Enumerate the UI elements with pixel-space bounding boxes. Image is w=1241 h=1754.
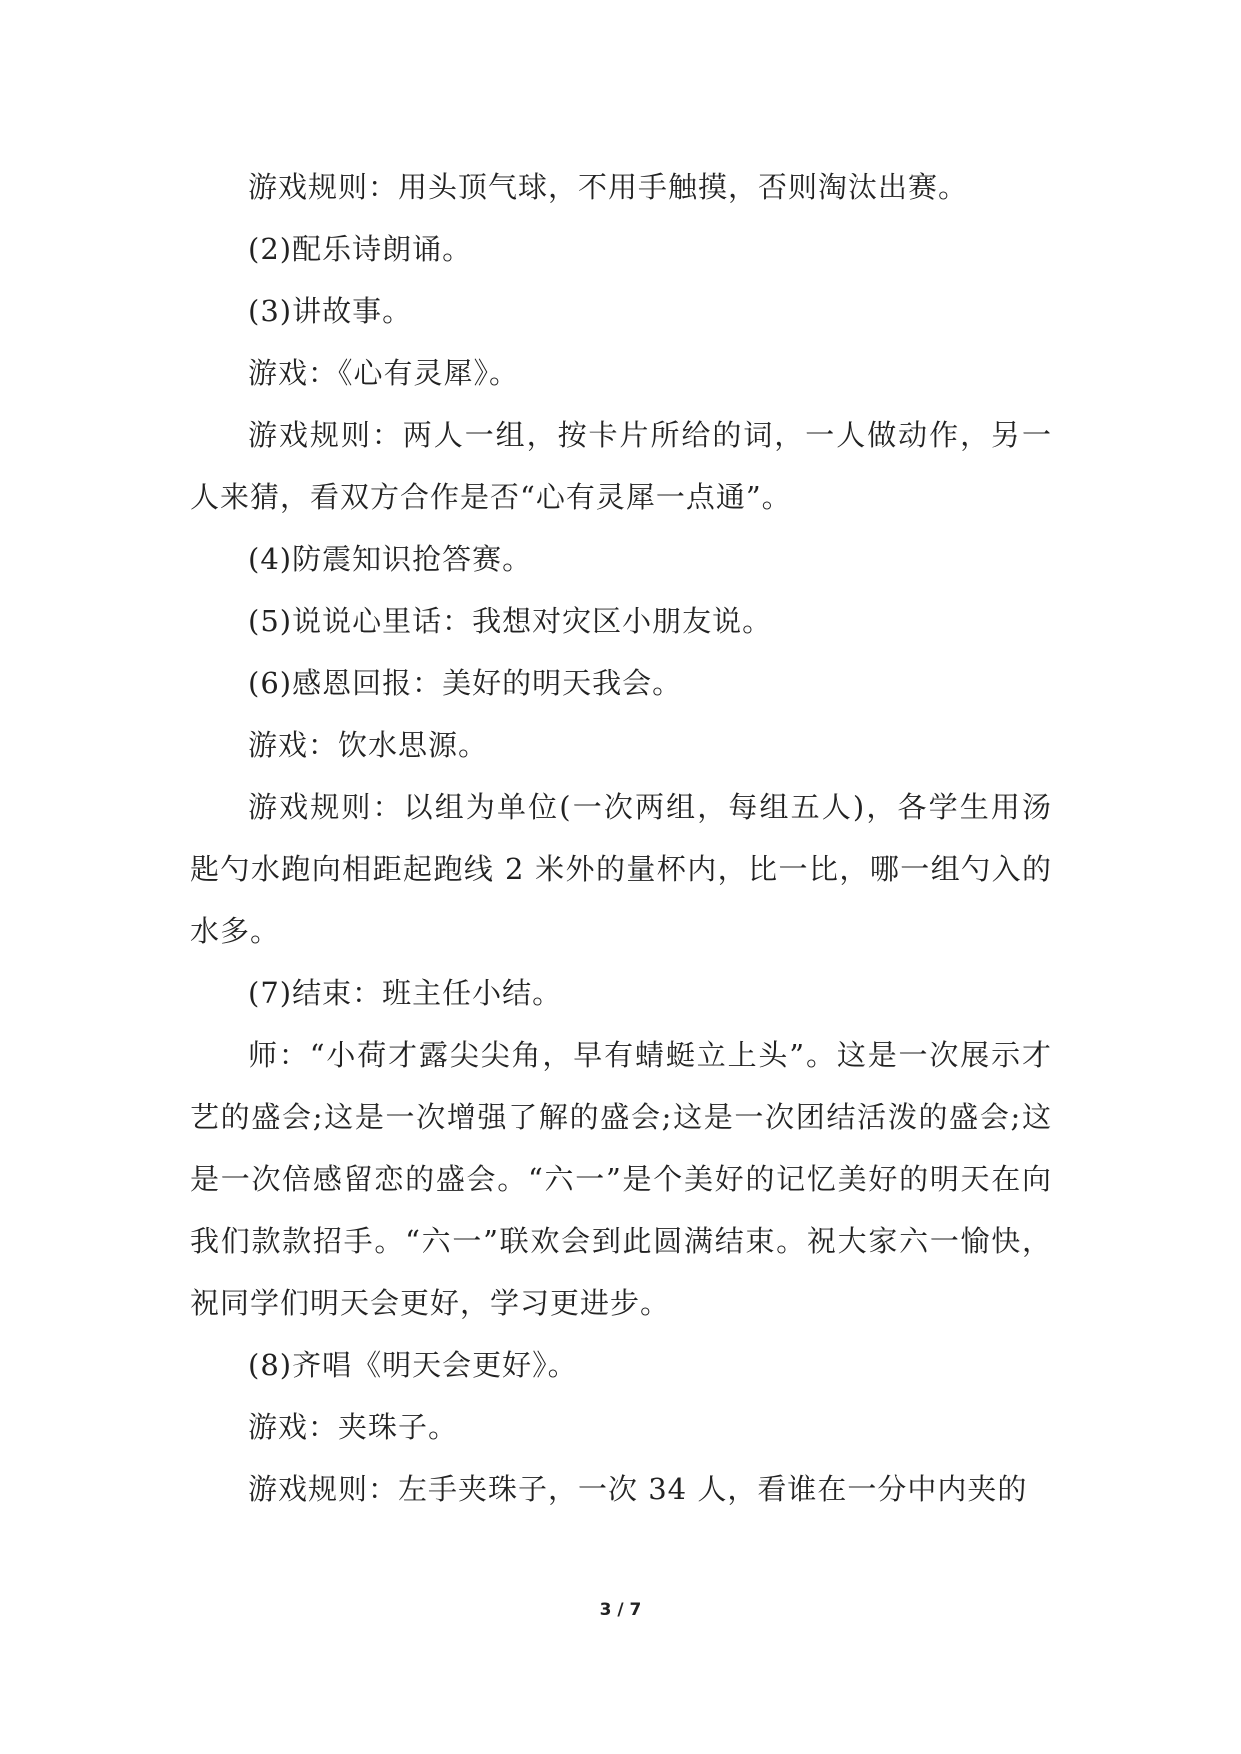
paragraph: (6)感恩回报：美好的明天我会。 [248, 666, 683, 700]
document-body [190, 156, 1052, 1520]
paragraph: 游戏：饮水思源。 [248, 728, 489, 762]
paragraph: (8)齐唱《明天会更好》。 [248, 1348, 578, 1382]
paragraph: (4)防震知识抢答赛。 [248, 542, 533, 576]
paragraph: 游戏规则：用头顶气球，不用手触摸，否则淘汰出赛。 [248, 170, 969, 204]
paragraph: 师：“小荷才露尖尖角，早有蜻蜓立上头”。这是一次展示才艺的盛会;这是一次增强了解的盛会;这是一次团结活泼的盛会;这是一次倍感留恋的盛会。“六一”是个美好的记忆美好的明天在向我们款款招手。“六一”联欢会到此圆满结束。祝大家六一愉快，祝同学们明天会更好，学习更进步。 [190, 1038, 1052, 1320]
paragraph: (3)讲故事。 [248, 294, 413, 328]
paragraph: (2)配乐诗朗诵。 [248, 232, 473, 266]
paragraph: 游戏规则：以组为单位(一次两组，每组五人)，各学生用汤匙勺水跑向相距起跑线 2 米外的量杯内，比一比，哪一组勺入的水多。 [190, 790, 1052, 948]
paragraph: 游戏规则：左手夹珠子，一次 34 人，看谁在一分中内夹的 [248, 1472, 1028, 1506]
paragraph: 游戏：《心有灵犀》。 [248, 356, 520, 390]
paragraph: (5)说说心里话：我想对灾区小朋友说。 [248, 604, 773, 638]
paragraph: (7)结束：班主任小结。 [248, 976, 563, 1010]
paragraph: 游戏：夹珠子。 [248, 1410, 459, 1444]
paragraph: 游戏规则：两人一组，按卡片所给的词，一人做动作，另一人来猜，看双方合作是否“心有灵犀一点通”。 [190, 418, 1052, 514]
page-number: 3 / 7 [599, 1600, 642, 1620]
